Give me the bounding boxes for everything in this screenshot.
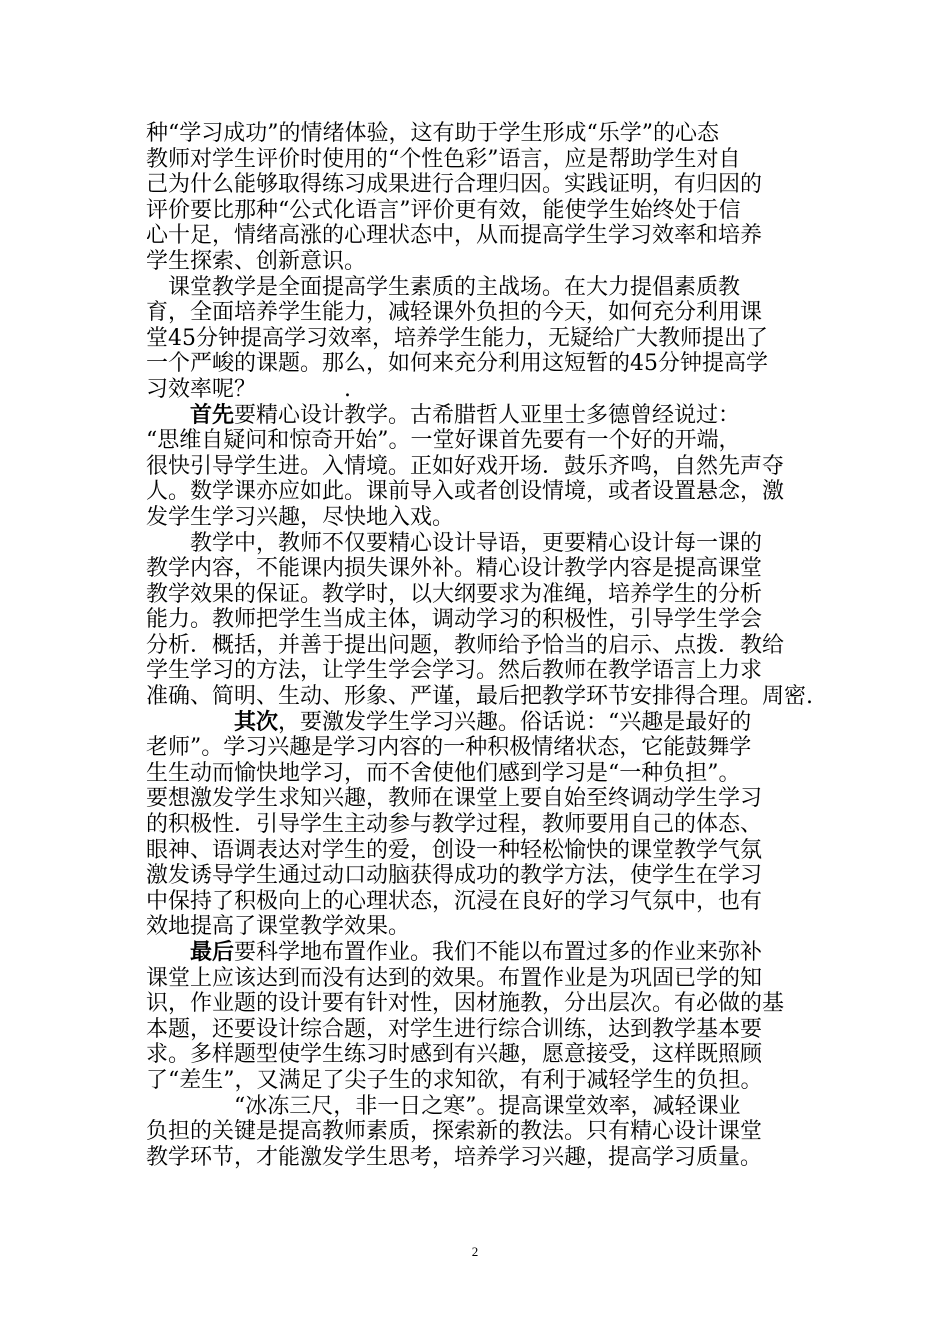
text-line	[146, 198, 816, 224]
text-segment: ，要激发学生学习兴趣。俗话说：“兴趣是最好的	[278, 709, 752, 735]
text-segment: 要想激发学生求知兴趣，教师在课堂上要自始至终调动学生学习	[146, 786, 763, 812]
text-segment: 教学内容，不能课内损失课外补。精心设计教学内容是提高课堂	[146, 556, 763, 582]
text-segment: 教师对学生评价时使用的“个性色彩”语言，应是帮助学生对自	[146, 146, 741, 172]
text-line	[146, 812, 816, 838]
text-segment: 本题，还要设计综合题，对学生进行综合训练，达到教学基本要	[146, 1016, 763, 1042]
text-line	[146, 300, 816, 326]
text-segment	[146, 403, 190, 428]
text-segment: 评价要比那种“公式化语言”评价更有效，能使学生始终处于信	[146, 197, 741, 223]
text-line	[146, 121, 816, 147]
text-segment: “冰冻三尺，非一日之寒”。提高课堂效率，减轻课业	[146, 1093, 741, 1119]
bold-keyword: 首先	[190, 401, 235, 428]
text-line	[146, 966, 816, 992]
text-line	[146, 786, 816, 812]
text-segment: 老师”。学习兴趣是学习内容的一种积极情绪状态，它能鼓舞学	[146, 735, 752, 761]
text-line	[146, 735, 816, 761]
text-line	[146, 710, 816, 736]
text-line	[146, 275, 816, 301]
text-segment: 激发诱导学生通过动口动脑获得成功的教学方法，使学生在学习	[146, 863, 763, 889]
text-segment: 人。数学课亦应如此。课前导入或者创设情境，或者设置悬念，激	[146, 479, 785, 505]
text-line	[146, 505, 816, 531]
text-line	[146, 761, 816, 787]
bold-keyword: 其次	[234, 708, 279, 735]
text-segment: 分析．概括，并善于提出问题，教师给予恰当的启示、点拨．教给	[146, 632, 785, 658]
text-segment: 识，作业题的设计要有针对性，因材施教，分出层次。有必做的基	[146, 991, 785, 1017]
text-line	[146, 1145, 816, 1171]
text-line	[146, 658, 816, 684]
text-line	[146, 351, 816, 377]
text-line	[146, 1042, 816, 1068]
text-line	[146, 147, 816, 173]
text-segment: 课堂上应该达到而没有达到的效果。布置作业是为巩固已学的知	[146, 965, 763, 991]
body-text	[146, 121, 816, 1170]
text-line	[146, 633, 816, 659]
text-line	[146, 838, 816, 864]
text-segment: 育，全面培养学生能力，减轻课外负担的今天，如何充分利用课	[146, 300, 763, 326]
text-line	[146, 531, 816, 557]
text-segment: 一个严峻的课题。那么，如何来充分利用这短暂的45分钟提高学	[146, 351, 768, 377]
text-segment: 堂45分钟提高学习效率，培养学生能力，无疑给广大教师提出了	[146, 325, 768, 351]
page-number: 2	[471, 1244, 479, 1259]
text-segment: 己为什么能够取得练习成果进行合理归因。实践证明，有归因的	[146, 172, 763, 198]
text-line	[146, 914, 816, 940]
text-segment: 心十足，情绪高涨的心理状态中，从而提高学生学习效率和培养	[146, 223, 763, 249]
text-line	[146, 1068, 816, 1094]
text-segment	[146, 710, 234, 735]
text-segment: 生生动而愉快地学习，而不舍使他们感到学习是“一种负担”。	[146, 760, 741, 786]
text-segment: 要精心设计教学。古希腊哲人亚里士多德曾经说过：	[234, 402, 741, 428]
text-segment: 的积极性．引导学生主动参与教学过程，教师要用自己的体态、	[146, 812, 763, 838]
text-line	[146, 556, 816, 582]
text-line	[146, 607, 816, 633]
text-segment: 了“差生”，又满足了尖子生的求知欲，有利于减轻学生的负担。	[146, 1067, 763, 1093]
text-line	[146, 1119, 816, 1145]
text-segment: 学生学习的方法，让学生学会学习。然后教师在教学语言上力求	[146, 658, 763, 684]
text-line	[146, 377, 816, 403]
text-segment: 很快引导学生进。入情境。正如好戏开场．鼓乐齐鸣，自然先声夺	[146, 453, 785, 479]
text-line	[146, 479, 816, 505]
text-segment: 教学环节，才能激发学生思考，培养学习兴趣，提高学习质量。	[146, 1144, 763, 1170]
text-line	[146, 684, 816, 710]
text-segment: 能力。教师把学生当成主体，调动学习的积极性，引导学生学会	[146, 607, 763, 633]
text-line	[146, 454, 816, 480]
bold-keyword: 最后	[190, 939, 235, 965]
text-line	[146, 249, 816, 275]
text-segment: 习效率呢？ .	[146, 376, 351, 402]
text-segment: 要科学地布置作业。我们不能以布置过多的作业来弥补	[234, 940, 763, 965]
text-segment: 眼神、语调表达对学生的爱，创设一种轻松愉快的课堂教学气氛	[146, 837, 763, 863]
text-line	[146, 991, 816, 1017]
text-segment: 学生探索、创新意识。	[146, 248, 367, 274]
text-segment: 教学中，教师不仅要精心设计导语，更要精心设计每一课的	[146, 530, 763, 556]
text-segment	[146, 940, 190, 965]
text-segment: 求。多样题型使学生练习时感到有兴趣，愿意接受，这样既照顾	[146, 1042, 763, 1068]
text-segment: 课堂教学是全面提高学生素质的主战场。在大力提倡素质教	[146, 274, 741, 300]
text-line	[146, 403, 816, 429]
text-segment: 准确、简明、生动、形象、严谨，最后把教学环节安排得合理。周密.	[146, 684, 813, 710]
text-line	[146, 863, 816, 889]
text-segment: 教学效果的保证。教学时，以大纲要求为准绳，培养学生的分析	[146, 581, 763, 607]
text-line	[146, 1017, 816, 1043]
text-line	[146, 940, 816, 966]
text-line	[146, 172, 816, 198]
text-segment: 负担的关键是提高教师素质，探索新的教法。只有精心设计课堂	[146, 1119, 763, 1145]
text-segment: 发学生学习兴趣，尽快地入戏。	[146, 504, 455, 530]
text-segment: “思维自疑问和惊奇开始”。一堂好课首先要有一个好的开端，	[146, 428, 741, 454]
text-segment: 效地提高了课堂教学效果。	[146, 914, 411, 940]
text-line	[146, 428, 816, 454]
text-segment: 种“学习成功”的情绪体验，这有助于学生形成“乐学”的心态	[146, 121, 719, 146]
text-line	[146, 223, 816, 249]
text-line	[146, 582, 816, 608]
text-segment: 中保持了积极向上的心理状态，沉浸在良好的学习气氛中，也有	[146, 888, 763, 914]
text-line	[146, 1094, 816, 1120]
text-line	[146, 326, 816, 352]
text-line	[146, 889, 816, 915]
